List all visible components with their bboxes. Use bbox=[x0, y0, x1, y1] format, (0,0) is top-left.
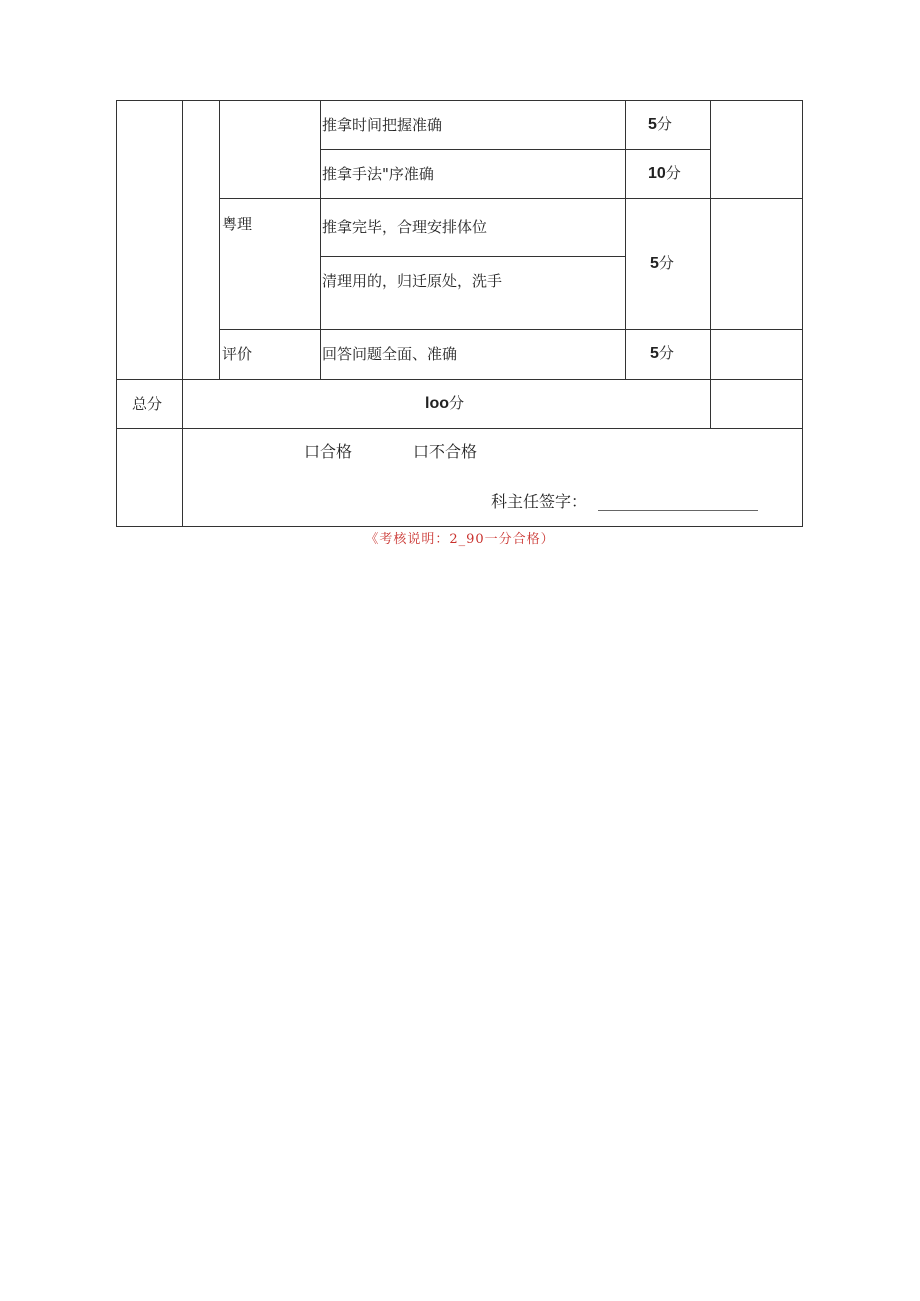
score-unit: 分 bbox=[656, 116, 672, 133]
score-unit: 分 bbox=[665, 165, 681, 182]
col-line-2 bbox=[219, 100, 220, 379]
row-line-3 bbox=[320, 256, 626, 257]
category-label: 粤理 bbox=[222, 215, 253, 233]
total-label: 总分 bbox=[132, 395, 163, 413]
score-unit: 分 bbox=[658, 345, 674, 362]
signature-label: 科主任签字： bbox=[491, 492, 588, 511]
score-number: 5 bbox=[650, 345, 659, 362]
table-border-bottom bbox=[116, 526, 803, 527]
signature-line bbox=[598, 510, 758, 511]
score-cell bbox=[648, 164, 681, 184]
col-line-1 bbox=[182, 100, 183, 527]
total-value bbox=[425, 394, 464, 414]
fail-checkbox-label: 口不合格 bbox=[413, 442, 478, 461]
score-number: 5 bbox=[648, 116, 657, 133]
score-unit: 分 bbox=[658, 255, 674, 272]
item-text: 回答问题全面、准确 bbox=[322, 345, 458, 363]
score-cell bbox=[648, 115, 672, 135]
score-number: 5 bbox=[650, 255, 659, 272]
score-number: 10 bbox=[648, 165, 666, 182]
row-line-4 bbox=[219, 329, 803, 330]
total-unit: 分 bbox=[449, 395, 465, 412]
row-line-1 bbox=[320, 149, 711, 150]
item-text: 推拿手法"序准确 bbox=[322, 165, 434, 183]
item-text: 推拿时间把握准确 bbox=[322, 116, 443, 134]
row-line-6 bbox=[116, 428, 803, 429]
row-line-2 bbox=[219, 198, 803, 199]
item-text: 推拿完毕，合理安排体位 bbox=[322, 218, 488, 236]
table-border-right bbox=[802, 100, 803, 527]
item-text: 清理用的，归迁原处，洗手 bbox=[322, 272, 503, 290]
score-cell bbox=[650, 254, 674, 274]
table-border-left bbox=[116, 100, 117, 527]
assessment-note: 《考核说明：2_90一分合格） bbox=[365, 532, 555, 547]
pass-checkbox-label: 口合格 bbox=[304, 442, 353, 461]
row-line-5 bbox=[116, 379, 803, 380]
col-line-3 bbox=[320, 100, 321, 379]
col-line-4 bbox=[625, 100, 626, 379]
total-number: loo bbox=[425, 395, 449, 412]
category-label: 评价 bbox=[222, 345, 253, 363]
score-cell bbox=[650, 344, 674, 364]
assessment-table bbox=[116, 100, 803, 527]
